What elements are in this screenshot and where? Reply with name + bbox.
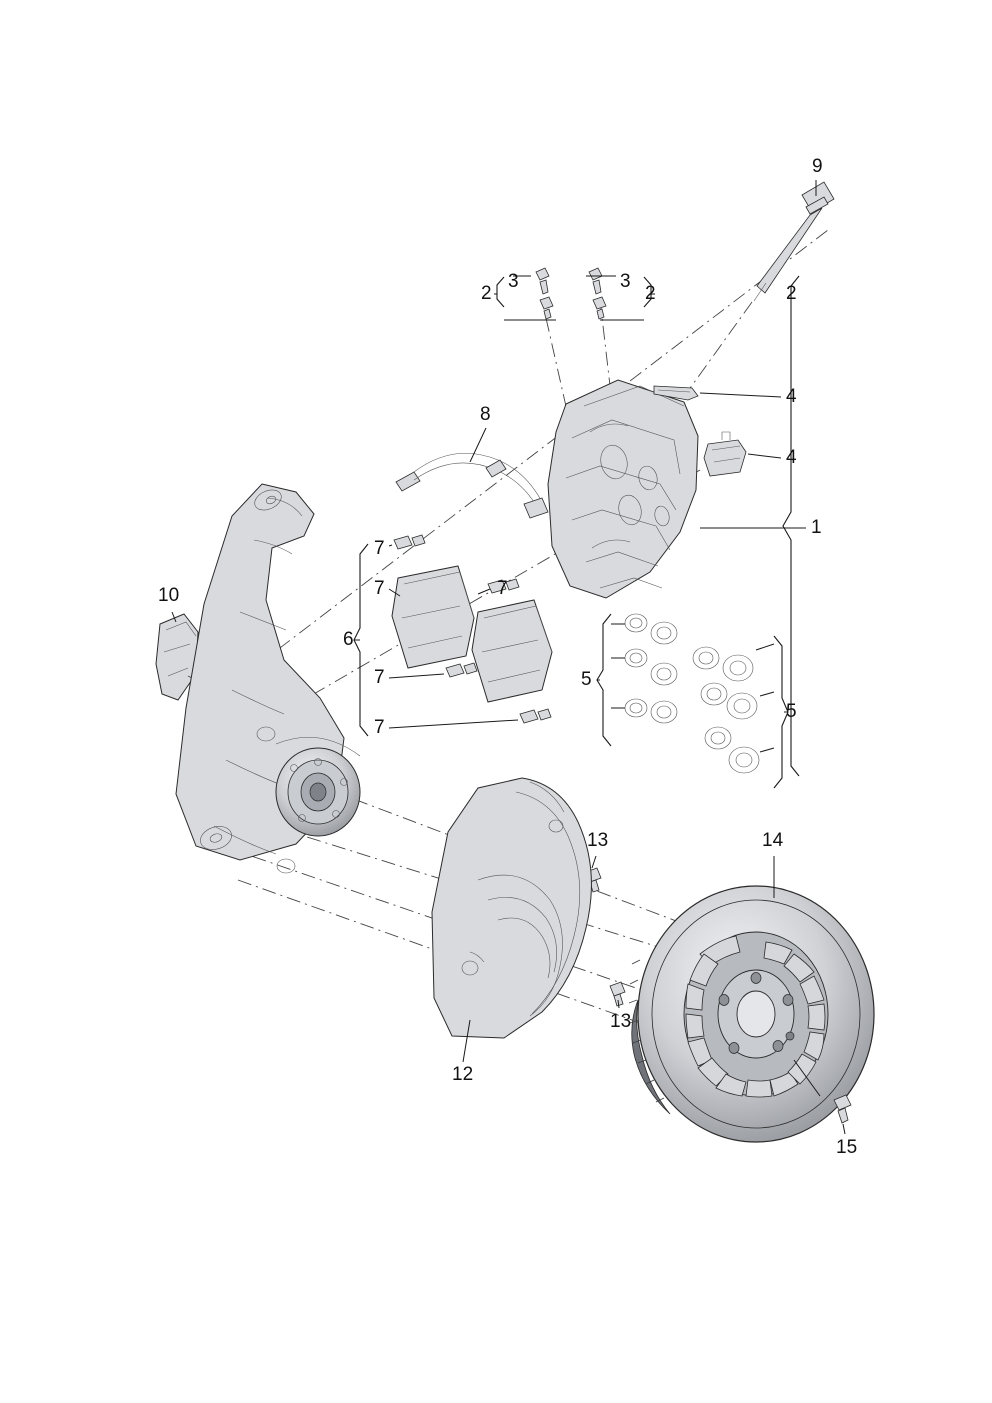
brake-caliper-part [548,276,806,776]
callout-2-left: 2 [481,283,492,304]
callout-7-a: 7 [374,538,385,559]
brake-wear-sensor-part [396,428,548,518]
callout-13-upper: 13 [587,830,609,851]
callout-1: 1 [811,517,822,538]
callout-6: 6 [343,629,354,650]
callout-2-right: 2 [645,283,656,304]
callout-8: 8 [480,404,491,425]
callout-7-d: 7 [374,667,385,688]
callout-14: 14 [762,830,784,851]
callout-5-right: 5 [786,701,797,722]
callout-2-assembly: 2 [786,283,797,304]
callout-4-upper: 4 [786,386,797,407]
callout-9: 9 [812,156,823,177]
wheel-bearing-housing-part [176,484,360,873]
callout-3-left: 3 [508,271,519,292]
callout-7-c: 7 [497,578,508,599]
callout-12: 12 [452,1064,474,1085]
callout-7-e: 7 [374,717,385,738]
seal-kit-parts [597,614,788,788]
callout-13-lower: 13 [610,1011,632,1032]
splash-plate-screw-parts [586,856,625,1008]
callout-5-left: 5 [581,669,592,690]
callout-7-b: 7 [374,578,385,599]
disc-securing-screw-part [834,1095,851,1134]
callout-10: 10 [158,585,180,606]
callout-3-right: 3 [620,271,631,292]
callout-15: 15 [836,1137,858,1158]
brake-pad-set-part [354,535,552,736]
splash-plate-part [432,778,591,1062]
callout-4-lower: 4 [786,447,797,468]
